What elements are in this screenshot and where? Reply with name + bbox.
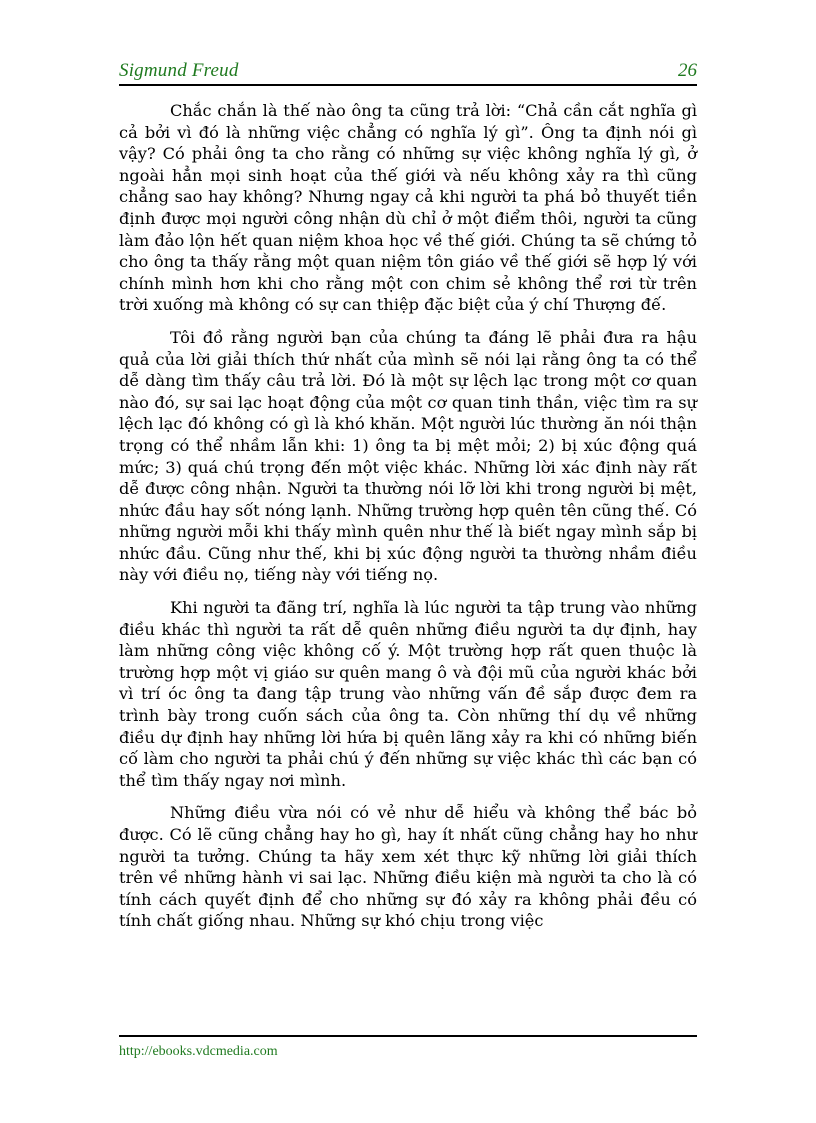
paragraph-1: Chắc chắn là thế nào ông ta cũng trả lời: “Chả cần cắt nghĩa gì cả bởi vì đó là những việc chẳng có nghĩa lý gì”. Ông ta định nói gì vậy? Có phải ông ta cho rằng có những sự việc không nghĩa lý gì, ở ngoài hẳn mọi sinh hoạt của thế giới và nếu không xảy ra thì cũng chẳng sao hay không? Nhưng ngay cả khi người ta phá bỏ thuyết tiền định được mọi người công nhận dù chỉ ở một điểm thôi, người ta cũng làm đảo lộn hết quan niệm khoa học về thế giới. Chúng ta sẽ chứng tỏ cho ông ta thấy rằng một quan niệm tôn giáo về thế giới sẽ hợp lý với chính mình hơn khi cho rằng một con chim sẻ không thể rơi từ trên trời xuống mà không có sự can thiệp đặc biệt của ý chí Thượng đế. — [119, 101, 697, 315]
header-author: Sigmund Freud — [119, 60, 239, 81]
page-number: 26 — [678, 60, 697, 81]
paragraph-2: Tôi đồ rằng người bạn của chúng ta đáng lẽ phải đưa ra hậu quả của lời giải thích thứ nhất của mình sẽ nói lại rằng ông ta có thể dễ dàng tìm thấy câu trả lời. Đó là một sự lệch lạc trong một cơ quan nào đó, sự sai lạc hoạt động của một cơ quan tinh thần, việc tìm ra sự lệch lạc đó không có gì là khó khăn. Một người lúc thường ăn nói thận trọng có thể nhầm lẫn khi: 1) ông ta bị mệt mỏi; 2) bị xúc động quá mức; 3) quá chú trọng đến một việc khác. Những lời xác định này rất dễ được công nhận. Người ta thường nói lỡ lời khi trong người bị mệt, nhức đầu hay sốt nóng lạnh. Những trường hợp quên tên cũng thế. Có những người mỗi khi thấy mình quên như thế là biết ngay mình sắp bị nhức đầu. Cũng như thế, khi bị xúc động người ta thường nhầm điều này với điều nọ, tiếng này với tiếng nọ. — [119, 327, 697, 585]
running-header — [119, 60, 697, 86]
paragraph-4: Những điều vừa nói có vẻ như dễ hiểu và không thể bác bỏ được. Có lẽ cũng chẳng hay ho gì, hay ít nhất cũng chẳng hay ho như người ta tưởng. Chúng ta hãy xem xét thực kỹ những lời giải thích trên về những hành vi sai lạc. Những điều kiện mà người ta cho là có tính cách quyết định để cho những sự đó xảy ra không phải đều có tính chất giống nhau. Những sự khó chịu trong việc — [119, 803, 697, 931]
running-footer — [119, 1035, 697, 1060]
body-text — [119, 100, 697, 943]
paragraph-3: Khi người ta đãng trí, nghĩa là lúc người ta tập trung vào những điều khác thì người ta rất dễ quên những điều người ta dự định, hay làm những công việc không cố ý. Một trường hợp rất quen thuộc là trường hợp một vị giáo sư quên mang ô và đội mũ của người khác bởi vì trí óc ông ta đang tập trung vào những vấn đề sắp được đem ra trình bày trong cuốn sách của ông ta. Còn những thí dụ về những điều dự định hay những lời hứa bị quên lãng xảy ra khi có những biến cố làm cho người ta phải chú ý đến những sự việc khác thì các bạn có thể tìm thấy ngay nơi mình. — [119, 598, 697, 790]
footer-url[interactable]: http://ebooks.vdcmedia.com — [119, 1044, 278, 1059]
